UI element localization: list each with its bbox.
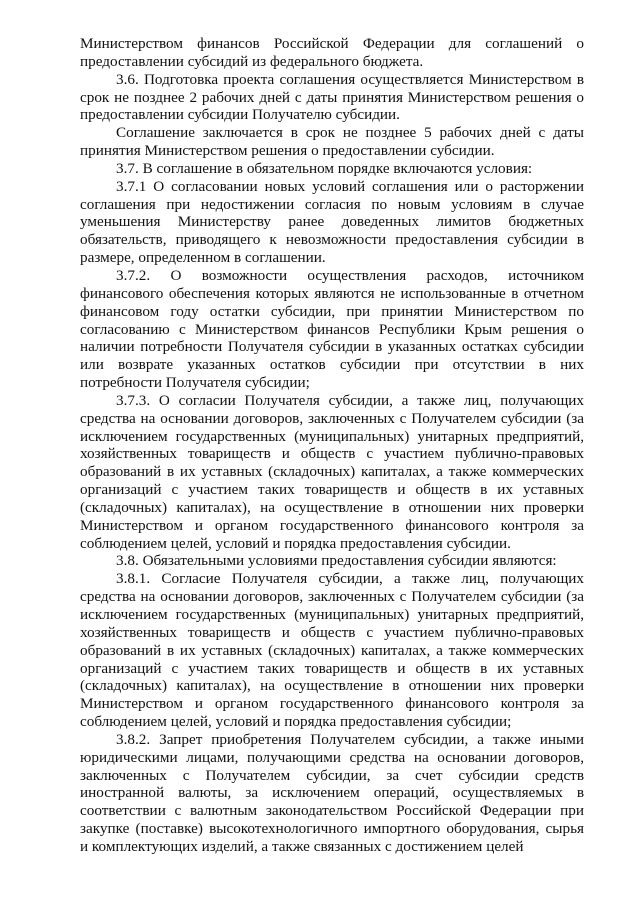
document-body [80, 35, 584, 856]
paragraph-3-8-1: 3.8.1. Согласие Получателя субсидии, а также лиц, получающих средства на основании договоров, заключенных с Получателем субсидии (за исключением государственных (муниципальных) унитарных предприятий, хозяйственных товариществ и обществ с участием публично-правовых образований в их уставных (складочных) капиталах, а также коммерческих организаций с участием таких товариществ и обществ в их уставных (складочных) капиталах), на осуществление в отношении них проверки Министерством и органом государственного финансового контроля за соблюдением целей, условий и порядка предоставления субсидии; [80, 570, 584, 731]
paragraph-agreement-term: Соглашение заключается в срок не позднее 5 рабочих дней с даты принятия Министерством решения о предоставлении субсидии. [80, 124, 584, 160]
paragraph-3-6: 3.6. Подготовка проекта соглашения осуществляется Министерством в срок не позднее 2 рабочих дней с даты принятия Министерством решения о предоставлении субсидии Получателю субсидии. [80, 70, 584, 124]
paragraph-intro: Министерством финансов Российской Федерации для соглашений о предоставлении субсидий из федерального бюджета. [80, 35, 584, 70]
paragraph-3-7-1: 3.7.1 О согласовании новых условий соглашения или о расторжении соглашения при недостижении согласия по новым условиям в случае уменьшения Министерству ранее доведенных лимитов бюджетных обязательств, приводящего к невозможности предоставления субсидии в размере, определенном в соглашении. [80, 177, 584, 267]
paragraph-3-7-3: 3.7.3. О согласии Получателя субсидии, а также лиц, получающих средства на основании договоров, заключенных с Получателем субсидии (за исключением государственных (муниципальных) унитарных предприятий, хозяйственных товариществ и обществ с участием публично-правовых образований в их уставных (складочных) капиталах, а также коммерческих организаций с участием таких товариществ и обществ в их уставных (складочных) капиталах), на осуществление в отношении них проверки Министерством и органом государственного финансового контроля за соблюдением целей, условий и порядка предоставления субсидии. [80, 391, 584, 552]
paragraph-3-8-2: 3.8.2. Запрет приобретения Получателем субсидии, а также иными юридическими лицами, получающими средства на основании договоров, заключенных с Получателем субсидии, за счет субсидии средств иностранной валюты, за исключением операций, осуществляемых в соответствии с валютным законодательством Российской Федерации при закупке (поставке) высокотехнологичного импортного оборудования, сырья и комплектующих изделий, а также связанных с достижением целей [80, 730, 584, 855]
paragraph-3-8: 3.8. Обязательными условиями предоставления субсидии являются: [116, 552, 557, 570]
paragraph-3-7-2: 3.7.2. О возможности осуществления расходов, источником финансового обеспечения которых являются не использованные в отчетном финансовом году остатки субсидии, при принятии Министерством по согласованию с Министерством финансов Республики Крым решения о наличии потребности Получателя субсидии в указанных остатках субсидии или возврате указанных остатков субсидии при отсутствии в них потребности Получателя субсидии; [80, 266, 584, 392]
paragraph-3-7: 3.7. В соглашение в обязательном порядке включаются условия: [116, 159, 533, 177]
